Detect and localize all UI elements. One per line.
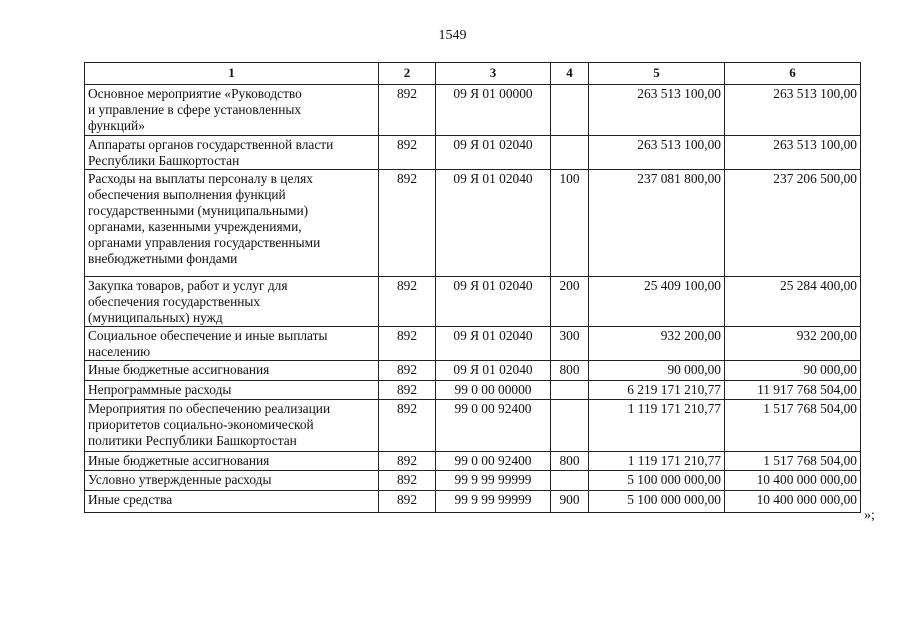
table-row [85, 327, 861, 361]
table-row [85, 136, 861, 170]
header-col-1: 1 [85, 63, 379, 85]
row-name: Непрограммные расходы [85, 381, 379, 400]
row-name: Расходы на выплаты персоналу в целях обеспечения выполнения функций государственными (муниципальными) органами, казенными учреждениями, органами управления государственными внебюджетными фондами [85, 170, 379, 277]
row-name: Иные средства [85, 491, 379, 513]
row-name: Иные бюджетные ассигнования [85, 452, 379, 471]
row-name: Иные бюджетные ассигнования [85, 361, 379, 381]
row-expense-type: 200 [551, 277, 589, 327]
row-amount-col5: 6 219 171 210,77 [589, 381, 725, 400]
table-row [85, 277, 861, 327]
row-code: 892 [379, 452, 436, 471]
row-amount-col6: 932 200,00 [725, 327, 861, 361]
table-body [85, 85, 861, 513]
row-amount-col6: 90 000,00 [725, 361, 861, 381]
row-name: Социальное обеспечение и иные выплаты населению [85, 327, 379, 361]
row-amount-col5: 5 100 000 000,00 [589, 471, 725, 491]
table-row [85, 452, 861, 471]
row-target-article: 99 0 00 92400 [436, 400, 551, 452]
header-col-5: 5 [589, 63, 725, 85]
header-row [85, 63, 861, 85]
row-amount-col5: 932 200,00 [589, 327, 725, 361]
table-row [85, 170, 861, 277]
row-target-article: 09 Я 01 02040 [436, 136, 551, 170]
row-amount-col6: 1 517 768 504,00 [725, 400, 861, 452]
row-expense-type: 300 [551, 327, 589, 361]
row-expense-type: 900 [551, 491, 589, 513]
row-code: 892 [379, 381, 436, 400]
row-expense-type: 800 [551, 452, 589, 471]
budget-table [84, 62, 861, 513]
row-amount-col6: 10 400 000 000,00 [725, 471, 861, 491]
row-name: Условно утвержденные расходы [85, 471, 379, 491]
row-expense-type [551, 471, 589, 491]
header-col-2: 2 [379, 63, 436, 85]
row-code: 892 [379, 361, 436, 381]
row-expense-type: 100 [551, 170, 589, 277]
row-amount-col6: 263 513 100,00 [725, 136, 861, 170]
row-code: 892 [379, 136, 436, 170]
row-code: 892 [379, 85, 436, 136]
row-target-article: 09 Я 01 02040 [436, 327, 551, 361]
row-amount-col6: 1 517 768 504,00 [725, 452, 861, 471]
row-target-article: 99 9 99 99999 [436, 471, 551, 491]
table-row [85, 361, 861, 381]
row-expense-type [551, 400, 589, 452]
row-target-article: 09 Я 01 00000 [436, 85, 551, 136]
row-target-article: 09 Я 01 02040 [436, 170, 551, 277]
row-code: 892 [379, 277, 436, 327]
row-name: Закупка товаров, работ и услуг для обеспечения государственных (муниципальных) нужд [85, 277, 379, 327]
table-row [85, 381, 861, 400]
row-amount-col5: 5 100 000 000,00 [589, 491, 725, 513]
row-expense-type [551, 136, 589, 170]
row-target-article: 99 0 00 92400 [436, 452, 551, 471]
row-amount-col5: 1 119 171 210,77 [589, 452, 725, 471]
header-col-3: 3 [436, 63, 551, 85]
header-col-6: 6 [725, 63, 861, 85]
row-target-article: 99 9 99 99999 [436, 491, 551, 513]
row-code: 892 [379, 170, 436, 277]
row-amount-col5: 263 513 100,00 [589, 85, 725, 136]
table-row [85, 85, 861, 136]
row-amount-col5: 25 409 100,00 [589, 277, 725, 327]
row-target-article: 09 Я 01 02040 [436, 361, 551, 381]
table-row [85, 400, 861, 452]
row-amount-col6: 237 206 500,00 [725, 170, 861, 277]
header-col-4: 4 [551, 63, 589, 85]
page-number: 1549 [438, 28, 467, 43]
row-amount-col6: 25 284 400,00 [725, 277, 861, 327]
row-target-article: 09 Я 01 02040 [436, 277, 551, 327]
closing-quote-mark: »; [864, 508, 875, 523]
row-amount-col5: 1 119 171 210,77 [589, 400, 725, 452]
row-expense-type: 800 [551, 361, 589, 381]
row-target-article: 99 0 00 00000 [436, 381, 551, 400]
row-code: 892 [379, 327, 436, 361]
row-amount-col6: 11 917 768 504,00 [725, 381, 861, 400]
row-name: Мероприятия по обеспечению реализации приоритетов социально-экономической политики Республики Башкортостан [85, 400, 379, 452]
row-code: 892 [379, 400, 436, 452]
row-expense-type [551, 85, 589, 136]
table-row [85, 471, 861, 491]
row-name: Основное мероприятие «Руководство и управление в сфере установленных функций» [85, 85, 379, 136]
row-amount-col5: 263 513 100,00 [589, 136, 725, 170]
row-expense-type [551, 381, 589, 400]
table-row [85, 491, 861, 513]
table-header [85, 63, 861, 85]
row-amount-col5: 237 081 800,00 [589, 170, 725, 277]
row-amount-col6: 263 513 100,00 [725, 85, 861, 136]
row-code: 892 [379, 471, 436, 491]
row-amount-col6: 10 400 000 000,00 [725, 491, 861, 513]
row-code: 892 [379, 491, 436, 513]
row-amount-col5: 90 000,00 [589, 361, 725, 381]
row-name: Аппараты органов государственной власти Республики Башкортостан [85, 136, 379, 170]
